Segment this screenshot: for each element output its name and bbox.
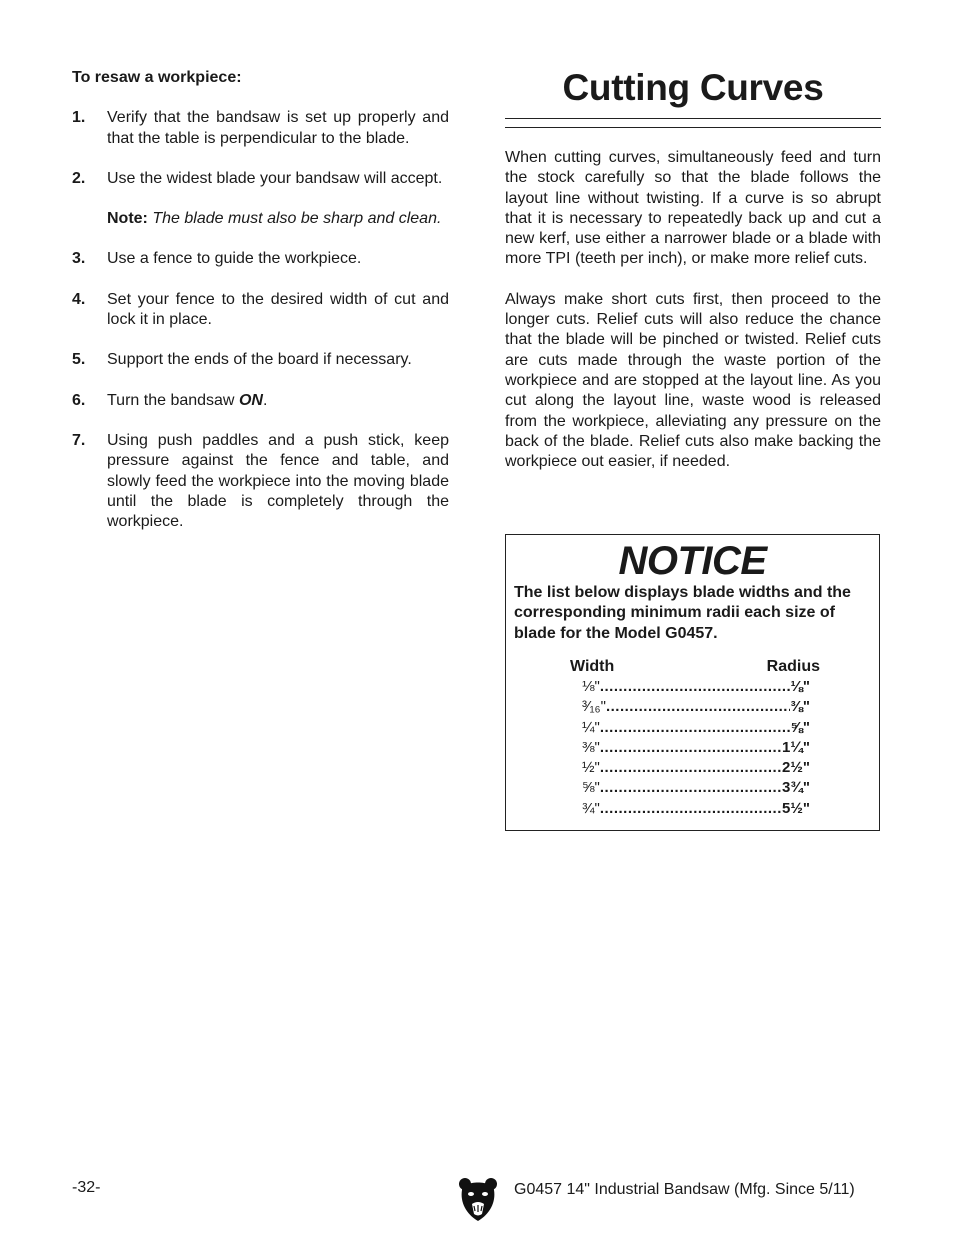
bear-head-logo-icon xyxy=(458,1176,498,1222)
step-number: 3. xyxy=(72,250,86,268)
step-text: Use a fence to guide the workpiece. xyxy=(107,250,362,268)
step-6 xyxy=(72,391,449,411)
dot-leader xyxy=(600,778,782,798)
table-row xyxy=(582,738,810,758)
step-text: Support the ends of the board if necessary. xyxy=(107,351,412,369)
step-number: 6. xyxy=(72,391,86,409)
radius-table-header xyxy=(570,657,820,677)
step-4 xyxy=(72,290,449,331)
blade-width: ⅝" xyxy=(582,779,600,797)
step-text: Turn the bandsaw xyxy=(107,391,239,409)
step-text: Set your fence to the desired width of cut and lock it in place. xyxy=(107,290,449,329)
min-radius: ⅜" xyxy=(790,698,810,716)
dot-leader xyxy=(600,758,782,778)
dot-leader xyxy=(600,799,782,819)
blade-width: ⅛" xyxy=(582,678,600,695)
dot-leader xyxy=(600,677,791,697)
radius-table-rows xyxy=(582,677,810,819)
dot-leader xyxy=(606,697,790,717)
dot-leader xyxy=(600,718,791,738)
resaw-section xyxy=(72,68,449,552)
width-column-header: Width xyxy=(570,658,615,675)
blade-width: ¾" xyxy=(582,799,600,817)
step-2 xyxy=(72,169,449,230)
step-number: 5. xyxy=(72,351,86,369)
min-radius: ⅝" xyxy=(790,718,810,736)
step-number: 2. xyxy=(72,169,86,187)
step-7 xyxy=(72,431,449,532)
step-1 xyxy=(72,108,449,149)
blade-width: ³⁄₁₆" xyxy=(582,698,606,716)
table-row xyxy=(582,799,810,819)
step-text-end: . xyxy=(262,391,268,409)
note-text: The blade must also be sharp and clean. xyxy=(152,210,442,228)
page-title: Cutting Curves xyxy=(562,67,824,108)
page-number: -32- xyxy=(72,1179,101,1196)
table-row xyxy=(582,697,810,717)
body-paragraph: When cutting curves, simultaneously feed and turn the stock carefully so that the blade follows the layout line without twisting. If a curve is so abrupt that it is necessary to repeatedly back up and cut a new kerf, use either a narrower blade or a blade with more TPI (teeth per inch), or make more relief cuts. xyxy=(505,149,881,268)
note-label: Note: xyxy=(107,210,148,228)
radius-column-header: Radius xyxy=(766,658,820,675)
step-note xyxy=(107,209,449,229)
step-number: 4. xyxy=(72,290,86,308)
dot-leader xyxy=(600,738,782,758)
section-heading: To resaw a workpiece: xyxy=(72,69,242,86)
table-row xyxy=(582,718,810,738)
notice-title: NOTICE xyxy=(618,539,767,583)
blade-width: ½" xyxy=(582,759,600,777)
min-radius: 1¼" xyxy=(782,738,810,756)
step-text: Use the widest blade your bandsaw will accept. xyxy=(107,169,443,187)
step-3 xyxy=(72,249,449,269)
blade-radius-table xyxy=(570,657,820,819)
table-row xyxy=(582,758,810,778)
table-row xyxy=(582,677,810,697)
min-radius: 2½" xyxy=(782,759,810,777)
cutting-curves-section xyxy=(505,66,881,472)
step-number: 1. xyxy=(72,109,86,127)
notice-text: The list below displays blade widths and the corresponding minimum radii each size of blade for the Model G0457. xyxy=(514,584,851,642)
step-5 xyxy=(72,350,449,370)
notice-box xyxy=(505,534,880,831)
blade-width: ⅜" xyxy=(582,738,600,756)
on-emphasis: ON xyxy=(238,391,263,409)
body-paragraph: Always make short cuts first, then proceed to the longer cuts. Relief cuts will also reduce the chance that the blade will be pinched or twisted. Relief cuts are cuts made through the waste portion of the workpiece and are stopped at the layout line. As you cut along the layout line, waste wood is released from the workpiece, alleviating any pressure on the back of the blade. Relief cuts also make backing the workpiece out easier, if needed. xyxy=(505,290,881,471)
min-radius: 5½" xyxy=(782,799,810,817)
min-radius: ⅛" xyxy=(790,678,810,695)
step-number: 7. xyxy=(72,431,86,449)
title-divider xyxy=(505,118,881,128)
min-radius: 3¾" xyxy=(782,779,810,797)
step-text: Using push paddles and a push stick, keep pressure against the fence and table, and slowly feed the workpiece into the moving blade until the blade is completely through the workpiece. xyxy=(107,431,449,531)
document-title: G0457 14" Industrial Bandsaw (Mfg. Since 5/11) xyxy=(514,1181,855,1198)
step-text: Verify that the bandsaw is set up properly and that the table is perpendicular to the blade. xyxy=(107,109,449,147)
step-text-wrapper xyxy=(107,169,449,230)
blade-width: ¼" xyxy=(582,718,600,736)
table-row xyxy=(582,778,810,798)
step-text-wrapper xyxy=(107,391,449,411)
